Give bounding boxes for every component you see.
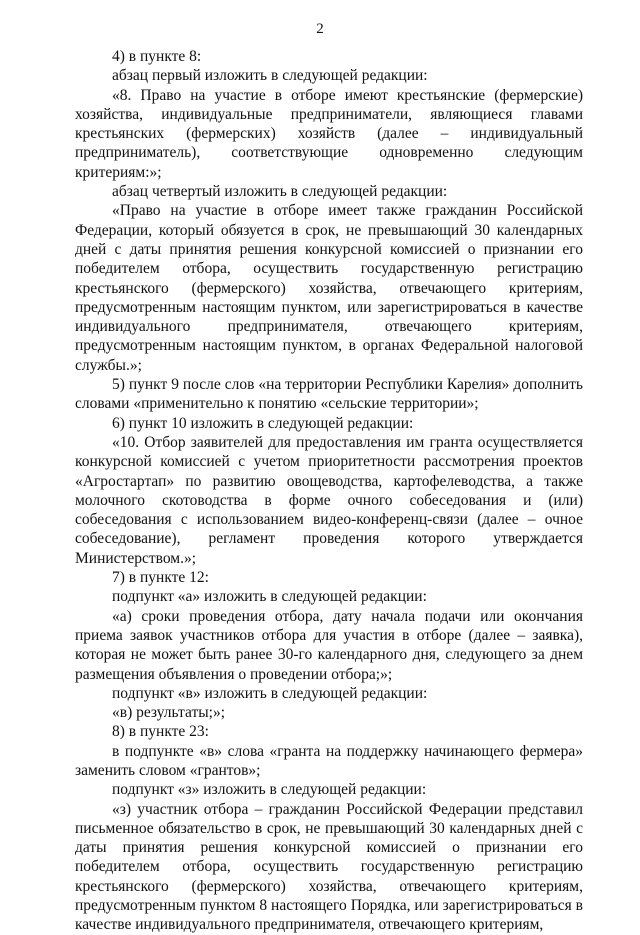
instruction-paragraph: в подпункте «в» слова «гранта на поддержку начинающего фермера» заменить словом «грантов»; <box>75 742 583 779</box>
instruction-paragraph: абзац первый изложить в следующей редакции: <box>112 67 428 85</box>
quoted-text-paragraph: «а) сроки проведения отбора, дату начала подачи или окончания приема заявок участников отбора для участия в отборе (далее – заявка), которая не может быть ранее 30-го календарного дня, следующего за днем размещения объявления о проведении отбора;»; <box>75 607 583 683</box>
instruction-paragraph: подпункт «з» изложить в следующей редакции: <box>112 781 427 799</box>
quoted-text-paragraph: «з) участник отбора – гражданин Российской Федерации представил письменное обязательство в срок, не превышающий 30 календарных дней с даты принятия решения конкурсной комиссией о признании его победителем отбора, осуществить государственную регистрацию крестьянского (фермерского) хозяйства, отвечающего критериям, предусмотренным пунктом 8 настоящего Порядка, или зарегистрироваться в качестве индивидуального предпринимателя, отвечающего критериям, <box>75 800 583 934</box>
amendment-item-8: 8) в пункте 23: <box>112 723 209 741</box>
page-number: 2 <box>316 21 324 37</box>
quoted-text-paragraph: «Право на участие в отборе имеет также гражданин Российской Федерации, который обязуется в срок, не превышающий 30 календарных дней с даты принятия решения конкурсной комиссией о признании его победителем отбора, осуществить государственную регистрацию крестьянского (фермерского) хозяйства, отвечающего критериям, предусмотренным настоящим пунктом, или зарегистрироваться в качестве индивидуального предпринимателя, отвечающего критериям, предусмотренным настоящим пунктом, в органах Федеральной налоговой службы.»; <box>75 202 583 374</box>
instruction-paragraph: подпункт «в» изложить в следующей редакции: <box>112 684 428 702</box>
instruction-paragraph: подпункт «а» изложить в следующей редакции: <box>112 588 427 606</box>
quoted-text-paragraph: «10. Отбор заявителей для предоставления им гранта осуществляется конкурсной комиссией с учетом приоритетности рассмотрения проектов «Агростартап» по развитию овощеводства, картофелеводства, а также молочного скотоводства в форме очного собеседования и (или) собеседования с использованием видео-конференц-связи (далее – очное собеседование), регламент проведения которого утверждается Министерством.»; <box>75 433 583 567</box>
instruction-paragraph: абзац четвертый изложить в следующей редакции: <box>112 183 448 201</box>
amendment-item-7: 7) в пункте 12: <box>112 569 209 587</box>
quoted-text-paragraph: «8. Право на участие в отборе имеют крестьянские (фермерские) хозяйства, индивидуальные предприниматели, являющиеся главами крестьянских (фермерских) хозяйств (далее – индивидуальный предприниматель), соответствующие одновременно следующим критериям:»; <box>75 86 583 181</box>
quoted-text-paragraph: «в) результаты;»; <box>112 704 225 722</box>
document-body <box>75 47 583 935</box>
amendment-item-4: 4) в пункте 8: <box>112 48 202 65</box>
amendment-item-5: 5) пункт 9 после слов «на территории Республики Карелия» дополнить словами «применительно к понятию «сельские территории»; <box>75 376 583 413</box>
amendment-item-6: 6) пункт 10 изложить в следующей редакции: <box>112 414 414 432</box>
